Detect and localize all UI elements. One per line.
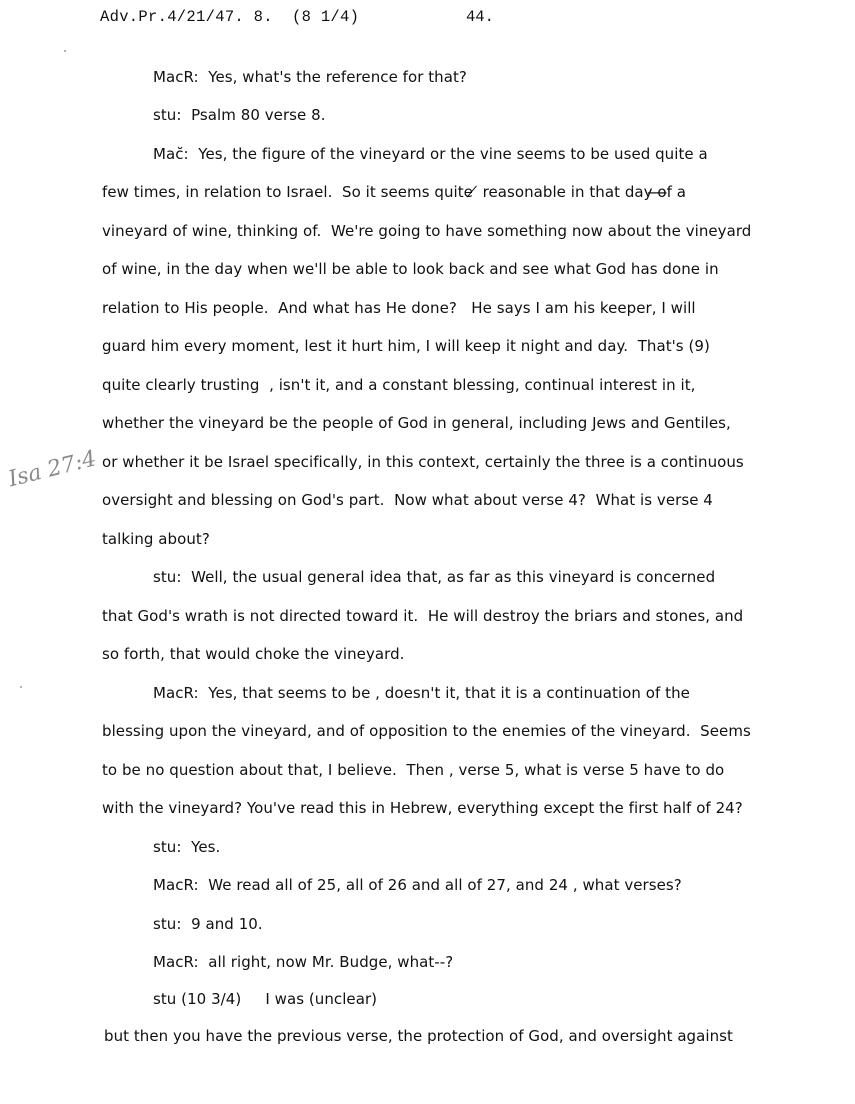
text-line: to be no question about that, I believe. Then , verse 5, what is verse 5 have to do (102, 761, 725, 779)
text-line: stu: 9 and 10. (153, 915, 263, 933)
text-line: whether the vineyard be the people of God in general, including Jews and Gentiles, (102, 414, 731, 432)
text-line: oversight and blessing on God's part. Now what about verse 4? What is verse 4 (102, 491, 713, 509)
text-line: MacR: We read all of 25, all of 26 and all of 27, and 24 , what verses? (153, 876, 682, 894)
text-line: MacR: all right, now Mr. Budge, what--? (153, 953, 454, 971)
text-line: or whether it be Israel specifically, in this context, certainly the three is a continuous (102, 453, 744, 471)
text-line: so forth, that would choke the vineyard. (102, 645, 405, 663)
text-line: quite clearly trusting , isn't it, and a constant blessing, continual interest in it, (102, 376, 696, 394)
text-line: few times, in relation to Israel. So it seems quite ̸ reasonable in that day ̶o̶f a (102, 183, 687, 201)
handwritten-margin-note: Isa 27:4 (6, 446, 99, 493)
text-line: with the vineyard? You've read this in Hebrew, everything except the first half of 24? (102, 799, 743, 817)
scan-speck (64, 50, 66, 52)
text-line: guard him every moment, lest it hurt him, I will keep it night and day. That's (9) (102, 337, 710, 355)
text-line: MacR: Yes, that seems to be , doesn't it, that it is a continuation of the (153, 684, 690, 702)
text-line: blessing upon the vineyard, and of opposition to the enemies of the vineyard. Seems (102, 722, 751, 740)
page-number: 44. (466, 8, 494, 26)
text-line: that God's wrath is not directed toward it. He will destroy the briars and stones, and (102, 607, 744, 625)
text-line: of wine, in the day when we'll be able to look back and see what God has done in (102, 260, 719, 278)
text-line: talking about? (102, 530, 210, 548)
text-line: relation to His people. And what has He done? He says I am his keeper, I will (102, 299, 696, 317)
text-line: Mac̆: Yes, the figure of the vineyard or the vine seems to be used quite a (153, 145, 708, 163)
text-line: stu: Well, the usual general idea that, as far as this vineyard is concerned (153, 568, 716, 586)
scan-speck (20, 686, 22, 688)
text-line: vineyard of wine, thinking of. We're going to have something now about the vineyard (102, 222, 752, 240)
text-line: but then you have the previous verse, the protection of God, and oversight against (104, 1027, 733, 1045)
text-line: MacR: Yes, what's the reference for that? (153, 68, 467, 86)
text-line: stu: Yes. (153, 838, 221, 856)
text-line: stu: Psalm 80 verse 8. (153, 106, 326, 124)
text-line: stu (10 3/4) I was (unclear) (153, 990, 378, 1008)
document-header-reference: Adv.Pr.4/21/47. 8. (8 1/4) (100, 8, 360, 26)
